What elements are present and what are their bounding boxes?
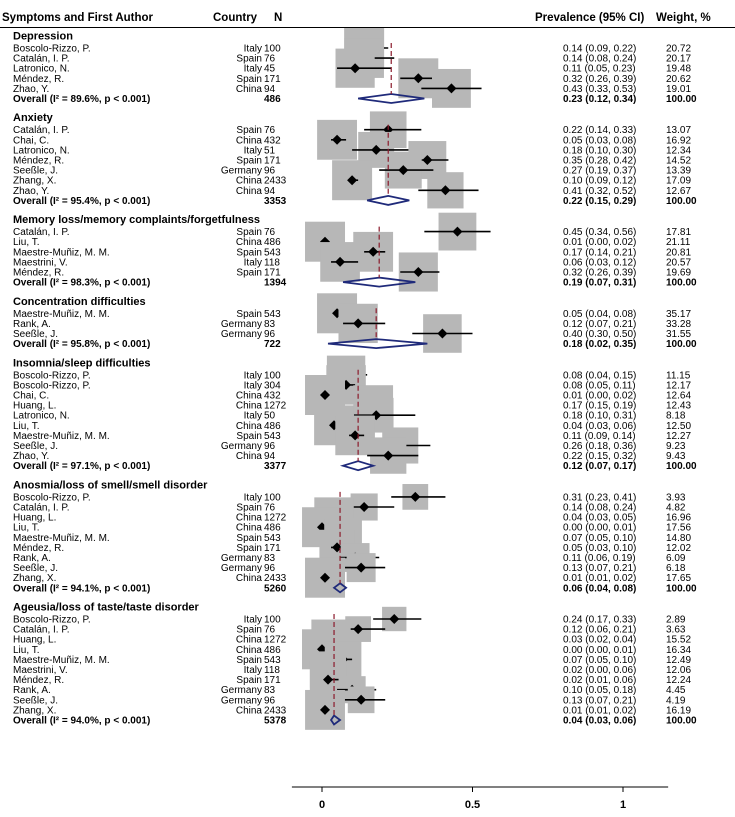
study-n: 100 xyxy=(264,492,281,504)
study-country: China xyxy=(235,237,262,249)
group-6 xyxy=(13,602,697,730)
study-weight: 11.15 xyxy=(666,370,691,382)
study-author: Zhang, X. xyxy=(13,705,57,717)
study-country: Spain xyxy=(236,502,262,514)
study-weight: 12.02 xyxy=(666,542,692,554)
overall-n: 1394 xyxy=(264,277,287,289)
study-weight: 33.28 xyxy=(666,318,692,330)
group-5 xyxy=(13,479,697,597)
study-n: 100 xyxy=(264,43,281,55)
study-author: Catalán, I. P. xyxy=(13,227,70,239)
study-ci: 0.12 (0.07, 0.21) xyxy=(563,318,637,330)
study-author: Boscolo-Rizzo, P. xyxy=(13,370,91,382)
overall-n: 722 xyxy=(264,339,281,351)
group-title: Concentration difficulties xyxy=(13,295,146,308)
study-ci: 0.04 (0.03, 0.06) xyxy=(563,420,637,432)
study-n: 96 xyxy=(264,165,276,177)
study-ci: 0.01 (0.00, 0.02) xyxy=(563,237,637,249)
study-author: Chai, C. xyxy=(13,135,50,147)
x-tick-label: 1 xyxy=(619,799,627,811)
study-n: 50 xyxy=(264,410,276,422)
study-country: Italy xyxy=(243,63,262,75)
study-n: 2433 xyxy=(264,705,287,717)
overall-ci: 0.23 (0.12, 0.34) xyxy=(563,94,637,105)
study-n: 83 xyxy=(264,553,276,564)
study-weight: 6.18 xyxy=(666,563,686,575)
study-country: Germany xyxy=(220,563,262,575)
study-country: Germany xyxy=(220,329,262,340)
study-author: Catalán, I. P. xyxy=(13,53,70,65)
study-ci: 0.10 (0.05, 0.18) xyxy=(563,685,637,697)
overall-weight: 100.00 xyxy=(666,195,697,207)
group-1 xyxy=(13,111,697,208)
study-ci: 0.45 (0.34, 0.56) xyxy=(563,227,637,239)
study-weight: 35.17 xyxy=(666,308,692,320)
study-ci: 0.08 (0.04, 0.15) xyxy=(563,370,637,382)
study-country: Spain xyxy=(236,624,262,636)
group-title: Insomnia/sleep difficulties xyxy=(13,357,151,370)
overall-label: Overall (I² = 98.3%, p < 0.001) xyxy=(13,277,151,289)
study-weight: 17.56 xyxy=(666,522,692,534)
study-n: 96 xyxy=(264,563,276,575)
study-country: China xyxy=(235,400,262,412)
study-author: Rank, A. xyxy=(13,553,51,564)
study-n: 486 xyxy=(264,522,281,534)
study-n: 432 xyxy=(264,135,281,147)
overall-n: 486 xyxy=(264,94,281,105)
study-author: Méndez, R. xyxy=(13,267,65,279)
study-n: 543 xyxy=(264,308,281,320)
study-country: Spain xyxy=(236,430,262,442)
study-country: China xyxy=(235,573,262,585)
study-weight: 20.72 xyxy=(666,43,692,55)
forest-rows xyxy=(13,28,697,730)
group-title: Anosmia/loss of smell/smell disorder xyxy=(13,479,208,492)
study-n: 543 xyxy=(264,247,281,259)
study-n: 486 xyxy=(264,420,281,432)
study-author: Boscolo-Rizzo, P. xyxy=(13,380,91,392)
study-weight: 19.69 xyxy=(666,267,692,279)
study-n: 1272 xyxy=(264,512,287,524)
study-n: 1272 xyxy=(264,400,287,412)
study-n: 100 xyxy=(264,370,281,382)
study-ci: 0.02 (0.01, 0.06) xyxy=(563,675,637,687)
study-author: Zhao, Y. xyxy=(13,83,50,95)
study-weight: 20.57 xyxy=(666,257,692,269)
study-weight: 3.93 xyxy=(666,492,686,504)
study-author: Maestre-Muñiz, M. M. xyxy=(13,247,110,259)
study-country: Italy xyxy=(243,43,262,55)
study-country: China xyxy=(235,522,262,534)
overall-label: Overall (I² = 89.6%, p < 0.001) xyxy=(13,94,151,105)
study-weight: 12.27 xyxy=(666,430,692,442)
study-author: Boscolo-Rizzo, P. xyxy=(13,43,91,55)
study-ci: 0.32 (0.26, 0.39) xyxy=(563,267,637,279)
study-weight: 17.09 xyxy=(666,175,692,187)
study-author: Zhang, X. xyxy=(13,175,57,187)
overall-n: 5378 xyxy=(264,715,287,727)
study-weight: 12.43 xyxy=(666,400,692,412)
study-ci: 0.17 (0.14, 0.21) xyxy=(563,247,637,259)
study-weight: 12.50 xyxy=(666,420,692,432)
study-n: 1272 xyxy=(264,634,287,646)
study-country: China xyxy=(235,644,262,656)
study-country: China xyxy=(235,135,262,147)
study-country: China xyxy=(235,512,262,524)
header-country: Country xyxy=(213,12,258,24)
study-author: Catalán, I. P. xyxy=(13,502,70,514)
group-3 xyxy=(13,293,697,352)
study-n: 83 xyxy=(264,685,276,697)
header-prevalence: Prevalence (95% CI) xyxy=(535,12,645,24)
study-author: Chai, C. xyxy=(13,390,50,402)
study-n: 118 xyxy=(264,665,280,676)
x-tick-label: 0.5 xyxy=(464,799,481,811)
study-weight: 16.34 xyxy=(666,644,692,656)
study-weight: 13.07 xyxy=(666,125,692,137)
study-author: Huang, L. xyxy=(13,512,57,524)
study-ci: 0.40 (0.30, 0.50) xyxy=(563,329,637,340)
study-ci: 0.41 (0.32, 0.52) xyxy=(563,185,637,197)
study-weight: 4.82 xyxy=(666,502,686,514)
overall-weight: 100.00 xyxy=(666,277,697,289)
study-n: 83 xyxy=(264,318,276,330)
study-author: Zhang, X. xyxy=(13,573,57,585)
overall-label: Overall (I² = 95.4%, p < 0.001) xyxy=(13,195,151,207)
group-4 xyxy=(13,356,697,474)
x-axis xyxy=(292,787,668,811)
study-author: Liu, T. xyxy=(13,420,40,432)
study-n: 486 xyxy=(264,237,281,249)
study-weight: 19.48 xyxy=(666,63,692,75)
study-weight: 6.09 xyxy=(666,553,686,564)
study-ci: 0.43 (0.33, 0.53) xyxy=(563,83,637,95)
study-country: Italy xyxy=(243,257,262,269)
group-title: Depression xyxy=(13,30,73,43)
overall-label: Overall (I² = 95.8%, p < 0.001) xyxy=(13,339,151,351)
study-country: China xyxy=(235,185,262,197)
study-n: 51 xyxy=(264,145,276,157)
study-weight: 3.63 xyxy=(666,624,686,636)
study-n: 94 xyxy=(264,185,276,197)
study-author: Méndez, R. xyxy=(13,73,65,85)
study-weight: 16.19 xyxy=(666,705,692,717)
study-country: Spain xyxy=(236,247,262,259)
study-author: Seeßle, J. xyxy=(13,329,59,340)
study-n: 76 xyxy=(264,53,276,65)
group-title: Ageusia/loss of taste/taste disorder xyxy=(13,601,199,614)
pooled-diamond xyxy=(343,461,373,470)
study-country: Italy xyxy=(243,380,262,392)
overall-label: Overall (I² = 97.1%, p < 0.001) xyxy=(13,461,151,473)
study-ci: 0.27 (0.19, 0.37) xyxy=(563,165,637,177)
study-ci: 0.08 (0.05, 0.11) xyxy=(563,380,636,392)
study-ci: 0.32 (0.26, 0.39) xyxy=(563,73,637,85)
study-author: Huang, L. xyxy=(13,400,57,412)
study-n: 76 xyxy=(264,624,276,636)
study-weight: 17.81 xyxy=(666,227,692,239)
study-weight: 12.34 xyxy=(666,145,692,157)
study-weight: 12.06 xyxy=(666,665,692,676)
study-author: Rank, A. xyxy=(13,318,51,330)
overall-weight: 100.00 xyxy=(666,583,697,595)
study-country: China xyxy=(235,390,262,402)
study-ci: 0.13 (0.07, 0.21) xyxy=(563,563,637,575)
study-ci: 0.31 (0.23, 0.41) xyxy=(563,492,637,504)
study-author: Seeßle, J. xyxy=(13,695,59,707)
study-author: Méndez, R. xyxy=(13,542,65,554)
group-title: Anxiety xyxy=(13,112,53,125)
study-author: Latronico, N. xyxy=(13,145,70,157)
study-n: 543 xyxy=(264,654,281,666)
study-ci: 0.17 (0.15, 0.19) xyxy=(563,400,637,412)
study-country: Germany xyxy=(220,685,262,697)
study-weight: 12.24 xyxy=(666,675,692,687)
study-n: 171 xyxy=(264,675,281,687)
study-ci: 0.14 (0.08, 0.24) xyxy=(563,502,637,514)
study-weight: 19.01 xyxy=(666,83,692,95)
study-author: Zhao, Y. xyxy=(13,451,50,463)
study-country: Spain xyxy=(236,532,262,544)
study-author: Huang, L. xyxy=(13,634,57,646)
study-country: Spain xyxy=(236,308,262,320)
study-country: Italy xyxy=(243,665,262,676)
study-n: 432 xyxy=(264,390,281,402)
group-2 xyxy=(13,213,697,292)
study-ci: 0.12 (0.06, 0.21) xyxy=(563,624,637,636)
study-country: China xyxy=(235,175,262,187)
overall-ci: 0.19 (0.07, 0.31) xyxy=(563,277,637,289)
study-weight: 21.11 xyxy=(666,237,691,249)
study-weight: 20.62 xyxy=(666,73,692,85)
study-weight: 13.39 xyxy=(666,165,692,177)
study-weight: 12.17 xyxy=(666,380,692,392)
study-weight: 14.80 xyxy=(666,532,692,544)
study-author: Catalán, I. P. xyxy=(13,624,70,636)
study-ci: 0.00 (0.00, 0.01) xyxy=(563,644,637,656)
study-ci: 0.11 (0.09, 0.14) xyxy=(563,430,636,442)
study-n: 96 xyxy=(264,329,276,340)
study-country: Spain xyxy=(236,125,262,137)
overall-label: Overall (I² = 94.1%, p < 0.001) xyxy=(13,583,151,595)
study-ci: 0.11 (0.06, 0.19) xyxy=(563,553,636,564)
study-n: 76 xyxy=(264,227,276,239)
study-n: 171 xyxy=(264,155,281,167)
study-author: Zhao, Y. xyxy=(13,185,50,197)
overall-ci: 0.12 (0.07, 0.17) xyxy=(563,461,637,473)
study-ci: 0.01 (0.01, 0.02) xyxy=(563,573,637,585)
study-country: Italy xyxy=(243,145,262,157)
study-weight: 12.67 xyxy=(666,185,692,197)
study-n: 94 xyxy=(264,451,276,463)
group-0 xyxy=(13,28,697,108)
study-ci: 0.06 (0.03, 0.12) xyxy=(563,257,637,269)
study-author: Boscolo-Rizzo, P. xyxy=(13,614,91,626)
study-n: 2433 xyxy=(264,573,287,585)
study-ci: 0.18 (0.10, 0.31) xyxy=(563,410,637,422)
overall-weight: 100.00 xyxy=(666,339,697,351)
study-ci: 0.05 (0.03, 0.10) xyxy=(563,542,637,554)
study-weight: 9.43 xyxy=(666,451,686,463)
study-weight: 12.49 xyxy=(666,654,692,666)
overall-ci: 0.06 (0.04, 0.08) xyxy=(563,583,637,595)
study-country: Spain xyxy=(236,675,262,687)
study-author: Seeßle, J. xyxy=(13,441,59,452)
study-author: Maestre-Muñiz, M. M. xyxy=(13,654,110,666)
study-country: Spain xyxy=(236,542,262,554)
overall-n: 3377 xyxy=(264,461,287,473)
study-country: Spain xyxy=(236,267,262,279)
study-weight: 14.52 xyxy=(666,155,692,167)
study-n: 543 xyxy=(264,430,281,442)
study-weight: 4.19 xyxy=(666,695,686,707)
overall-n: 5260 xyxy=(264,583,287,595)
overall-ci: 0.18 (0.02, 0.35) xyxy=(563,339,637,351)
study-weight: 2.89 xyxy=(666,614,686,626)
study-ci: 0.24 (0.17, 0.33) xyxy=(563,614,637,626)
study-weight: 20.81 xyxy=(666,247,692,259)
study-weight: 17.65 xyxy=(666,573,692,585)
overall-weight: 100.00 xyxy=(666,461,697,473)
study-author: Liu, T. xyxy=(13,522,40,534)
study-n: 2433 xyxy=(264,175,287,187)
study-weight: 12.64 xyxy=(666,390,692,402)
header-n: N xyxy=(274,12,283,24)
study-n: 76 xyxy=(264,125,276,137)
study-ci: 0.00 (0.00, 0.01) xyxy=(563,522,637,534)
overall-n: 3353 xyxy=(264,195,287,207)
overall-weight: 100.00 xyxy=(666,94,697,105)
study-n: 94 xyxy=(264,83,276,95)
study-country: China xyxy=(235,420,262,432)
study-weight: 16.96 xyxy=(666,512,692,524)
study-ci: 0.18 (0.10, 0.30) xyxy=(563,145,637,157)
study-country: China xyxy=(235,451,262,463)
study-ci: 0.14 (0.08, 0.24) xyxy=(563,53,637,65)
study-n: 118 xyxy=(264,257,280,269)
study-author: Latronico, N. xyxy=(13,410,70,422)
study-country: Italy xyxy=(243,410,262,422)
study-n: 76 xyxy=(264,502,276,514)
overall-ci: 0.04 (0.03, 0.06) xyxy=(563,715,637,727)
study-country: Germany xyxy=(220,695,262,707)
study-country: Spain xyxy=(236,73,262,85)
study-country: Germany xyxy=(220,318,262,330)
study-country: Germany xyxy=(220,553,262,564)
study-weight: 31.55 xyxy=(666,329,692,340)
study-n: 100 xyxy=(264,614,281,626)
overall-ci: 0.22 (0.15, 0.29) xyxy=(563,195,637,207)
overall-weight: 100.00 xyxy=(666,715,697,727)
study-n: 543 xyxy=(264,532,281,544)
study-country: China xyxy=(235,83,262,95)
study-author: Catalán, I. P. xyxy=(13,125,70,137)
study-ci: 0.22 (0.15, 0.32) xyxy=(563,451,637,463)
study-author: Maestrini, V. xyxy=(13,257,68,269)
study-ci: 0.02 (0.00, 0.06) xyxy=(563,665,637,676)
study-ci: 0.05 (0.04, 0.08) xyxy=(563,308,637,320)
study-author: Latronico, N. xyxy=(13,63,70,75)
study-ci: 0.07 (0.05, 0.10) xyxy=(563,654,637,666)
study-country: Italy xyxy=(243,614,262,626)
study-country: Italy xyxy=(243,370,262,382)
study-author: Liu, T. xyxy=(13,644,40,656)
study-ci: 0.01 (0.00, 0.02) xyxy=(563,390,637,402)
study-country: Germany xyxy=(220,441,262,452)
study-ci: 0.26 (0.18, 0.36) xyxy=(563,441,637,452)
pooled-diamond xyxy=(367,196,409,205)
study-n: 96 xyxy=(264,695,276,707)
study-country: China xyxy=(235,705,262,717)
study-author: Maestre-Muñiz, M. M. xyxy=(13,532,110,544)
study-country: Spain xyxy=(236,654,262,666)
group-title: Memory loss/memory complaints/forgetfulness xyxy=(13,214,260,227)
study-ci: 0.01 (0.01, 0.02) xyxy=(563,705,637,717)
study-weight: 9.23 xyxy=(666,441,686,452)
study-country: Spain xyxy=(236,155,262,167)
study-author: Rank, A. xyxy=(13,685,51,697)
study-weight: 4.45 xyxy=(666,685,686,697)
study-ci: 0.04 (0.03, 0.05) xyxy=(563,512,637,524)
study-ci: 0.11 (0.05, 0.23) xyxy=(563,63,636,75)
study-n: 304 xyxy=(264,380,281,392)
study-author: Maestre-Muñiz, M. M. xyxy=(13,430,110,442)
study-author: Maestrini, V. xyxy=(13,665,68,676)
study-author: Méndez, R. xyxy=(13,675,65,687)
header-weight: Weight, % xyxy=(656,12,711,24)
study-author: Liu, T. xyxy=(13,237,40,249)
study-ci: 0.14 (0.09, 0.22) xyxy=(563,43,637,55)
study-country: Spain xyxy=(236,53,262,65)
study-country: China xyxy=(235,634,262,646)
x-tick-label: 0 xyxy=(318,799,326,811)
study-ci: 0.35 (0.28, 0.42) xyxy=(563,155,637,167)
study-weight: 16.92 xyxy=(666,135,692,147)
study-weight: 15.52 xyxy=(666,634,692,646)
header-row xyxy=(2,12,711,24)
study-n: 96 xyxy=(264,441,276,452)
header-study: Symptoms and First Author xyxy=(2,12,153,24)
study-ci: 0.07 (0.05, 0.10) xyxy=(563,532,637,544)
study-author: Seeßle, J. xyxy=(13,563,59,575)
study-author: Maestre-Muñiz, M. M. xyxy=(13,308,110,320)
study-weight: 8.18 xyxy=(666,410,686,422)
study-ci: 0.10 (0.09, 0.12) xyxy=(563,175,637,187)
study-ci: 0.05 (0.03, 0.08) xyxy=(563,135,637,147)
study-country: Italy xyxy=(243,492,262,504)
study-author: Boscolo-Rizzo, P. xyxy=(13,492,91,504)
study-n: 171 xyxy=(264,267,281,279)
study-ci: 0.13 (0.07, 0.21) xyxy=(563,695,637,707)
study-weight: 20.17 xyxy=(666,53,692,65)
study-n: 171 xyxy=(264,73,281,85)
study-author: Méndez, R. xyxy=(13,155,65,167)
study-country: Spain xyxy=(236,227,262,239)
study-n: 45 xyxy=(264,63,276,75)
study-country: Germany xyxy=(220,165,262,177)
overall-label: Overall (I² = 94.0%, p < 0.001) xyxy=(13,715,151,727)
study-n: 486 xyxy=(264,644,281,656)
study-ci: 0.03 (0.02, 0.04) xyxy=(563,634,637,646)
study-author: Seeßle, J. xyxy=(13,165,59,177)
study-ci: 0.22 (0.14, 0.33) xyxy=(563,125,637,137)
study-n: 171 xyxy=(264,542,281,554)
